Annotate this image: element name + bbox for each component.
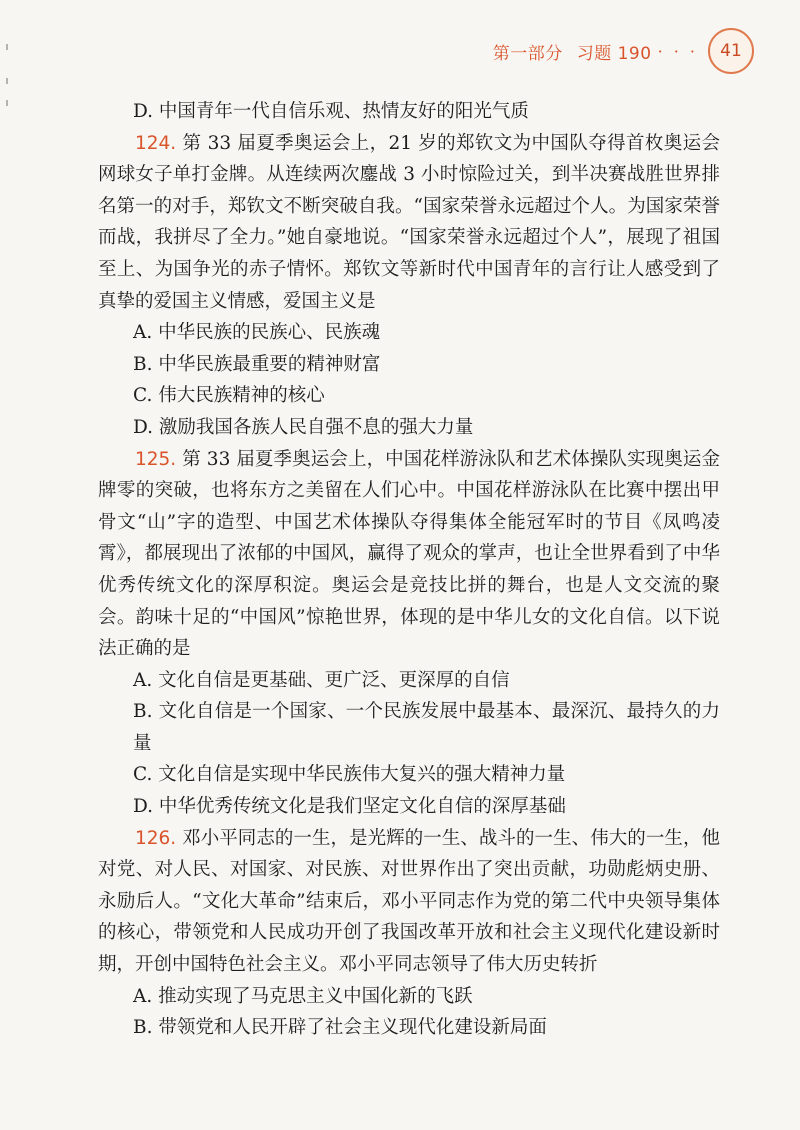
question-126-option-a: A. 推动实现了马克思主义中国化新的飞跃 [133,985,473,1007]
question-125-number: 125. [135,448,177,470]
question-125-text: 第 33 届夏季奥运会上，中国花样游泳队和艺术体操队实现奥运金牌零的突破，也将东方之美留在人们心中。中国花样游泳队在比赛中摆出甲骨文“山”字的造型、中国艺术体操队夺得集体全能冠军时的节目《凤鸣凌霄》，都展现出了浓郁的中国风，赢得了观众的掌声，也让全世界看到了中华优秀传统文化的深厚积淀。奥运会是竞技比拼的舞台，也是人文交流的聚会。韵味十足的“中国风”惊艳世界，体现的是中华儿女的文化自信。以下说法正确的是 [98,448,720,660]
page-number-badge [708,28,754,74]
question-124-option-a: A. 中华民族的民族心、民族魂 [133,322,381,344]
question-125-option-b: B. 文化自信是一个国家、一个民族发展中最基本、最深沉、最持久的力量 [133,701,720,754]
question-124-option-b: B. 中华民族最重要的精神财富 [133,353,381,375]
question-126-option-b: B. 带领党和人民开辟了社会主义现代化建设新局面 [133,1017,547,1039]
page-content [98,96,720,1044]
question-124-option-d: D. 激励我国各族人民自强不息的强大力量 [133,416,474,438]
page-number: 41 [720,41,742,61]
question-124-option-c: C. 伟大民族精神的核心 [133,385,325,407]
question-125-option-d: D. 中华优秀传统文化是我们坚定文化自信的深厚基础 [133,796,566,818]
margin-mark [6,78,8,84]
header-dots: · · · [657,41,698,61]
question-125-stem [98,444,720,665]
prev-option-d: D. 中国青年一代自信乐观、热情友好的阳光气质 [133,101,529,122]
question-126-stem [98,823,720,981]
question-124-text: 第 33 届夏季奥运会上，21 岁的郑钦文为中国队夺得首枚奥运会网球女子单打金牌。从连续两次鏖战 3 小时惊险过关，到半决赛战胜世界排名第一的对手，郑钦文不断突破自我。“国家荣誉永远超过个人。为国家荣誉而战，我拼尽了全力。”她自豪地说。“国家荣誉永远超过个人”，展现了祖国至上、为国争光的赤子情怀。郑钦文等新时代中国青年的言行让人感受到了真挚的爱国主义情感，爱国主义是 [98,132,720,312]
header-subsection: 习题 190 [576,43,652,64]
question-124-stem [98,128,720,318]
question-124-number: 124. [135,132,177,154]
question-126-text: 邓小平同志的一生，是光辉的一生、战斗的一生、伟大的一生，他对党、对人民、对国家、对民族、对世界作出了突出贡献，功勋彪炳史册、永励后人。“文化大革命”结束后，邓小平同志作为党的第二代中央领导集体的核心，带领党和人民成功开创了我国改革开放和社会主义现代化建设新时期，开创中国特色社会主义。邓小平同志领导了伟大历史转折 [98,827,720,976]
question-126-number: 126. [135,827,177,849]
margin-mark [6,44,8,50]
page-header [493,28,754,74]
question-125-option-c: C. 文化自信是实现中华民族伟大复兴的强大精神力量 [133,764,566,786]
margin-mark [6,100,8,106]
question-125-option-a: A. 文化自信是更基础、更广泛、更深厚的自信 [133,669,510,691]
header-section: 第一部分 [492,43,563,64]
